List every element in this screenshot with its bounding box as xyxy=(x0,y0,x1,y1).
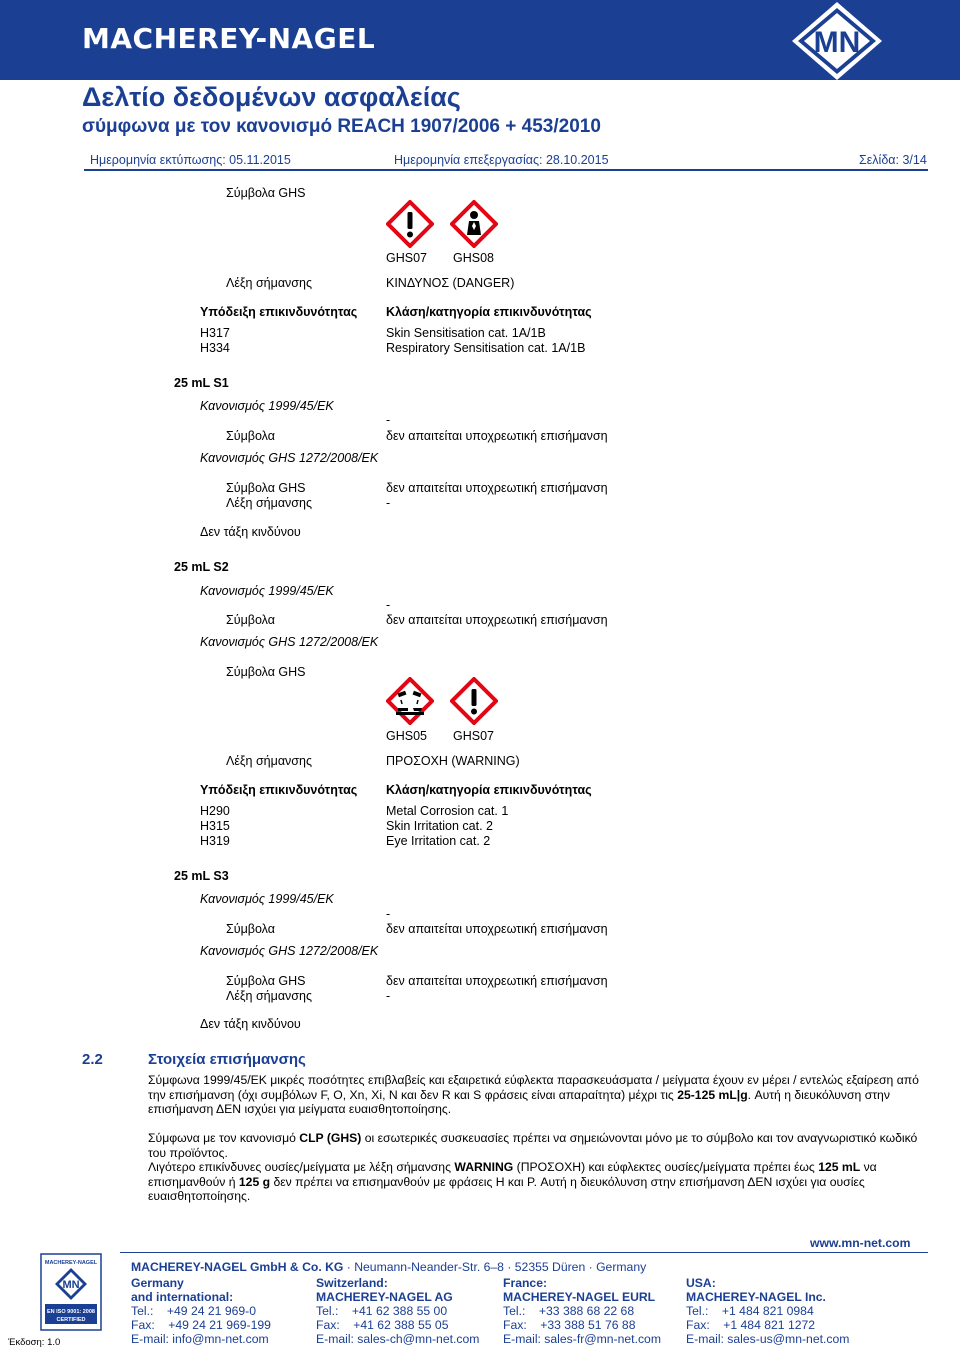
s2-hazard-code: H319 xyxy=(200,834,230,848)
s2-ghs-symbols-label: Σύμβολα GHS xyxy=(226,665,306,679)
s1-signal-word: - xyxy=(386,496,391,510)
footer-col-subheading: MACHEREY-NAGEL EURL xyxy=(503,1290,656,1304)
pictogram-label-2: GHS08 xyxy=(453,251,494,265)
section-number: 2.2 xyxy=(82,1051,103,1068)
s2-dash: - xyxy=(386,598,391,612)
footer-rule xyxy=(120,1252,928,1253)
s2-reg-1999: Κανονισμός 1999/45/ΕΚ xyxy=(200,584,334,598)
page-number: Σελίδα: 3/14 xyxy=(859,153,927,167)
s3-no-hazard: Δεν τάξη κινδύνου xyxy=(200,1017,301,1031)
footer-col-fax: Fax: +49 24 21 969-199 xyxy=(131,1318,271,1332)
svg-text:CERTIFIED: CERTIFIED xyxy=(56,1317,86,1323)
footer-col-email[interactable]: E-mail: sales-ch@mn-net.com xyxy=(316,1332,480,1346)
footer-col-heading: USA: xyxy=(686,1276,716,1290)
pictogram-label-1: GHS07 xyxy=(386,251,427,265)
svg-text:MN: MN xyxy=(62,1279,80,1291)
footer-col-fax: Fax: +33 388 51 76 88 xyxy=(503,1318,636,1332)
hazard-statement-header: Υπόδειξη επικινδυνότητας xyxy=(200,305,358,319)
ghs-symbols-label: Σύμβολα GHS xyxy=(226,186,306,200)
s3-ghs-symbols-label: Σύμβολα GHS xyxy=(226,974,306,988)
s3-signal-word: - xyxy=(386,989,391,1003)
s2-hazard-code: H290 xyxy=(200,804,230,818)
s1-no-hazard: Δεν τάξη κινδύνου xyxy=(200,525,301,539)
s2-symbols-label: Σύμβολα xyxy=(226,613,275,627)
svg-text:MACHEREY-NAGEL: MACHEREY-NAGEL xyxy=(44,1260,98,1266)
footer-col-tel: Tel.: +33 388 68 22 68 xyxy=(503,1304,635,1318)
paragraph-1: Σύμφωνα 1999/45/ΕΚ μικρές ποσότητες επιβλαβείς και εξαιρετικά εύφλεκτα παρασκευάσματα / μείγματα έχουν εν μέρει / εντελώς εξαίρεση από την επισήμανση (όχι συμβόλων F, O, Xn, Xi, N και δεν R και S φράσεις είναι απαραίτητα) μέχρι τις 25-125 mL|g. Αυτή η διευκόλυνση στην επισήμανση ΔΕΝ ισχύει για μείγματα ευαισθητοποίησης. xyxy=(148,1073,919,1116)
print-date: Ημερομηνία εκτύπωσης: 05.11.2015 xyxy=(90,153,291,167)
s1-symbols-label: Σύμβολα xyxy=(226,429,275,443)
page-subtitle: σύμφωνα με τον κανονισμό REACH 1907/2006 + 453/2010 xyxy=(82,116,601,137)
footer-col-heading: France: xyxy=(503,1276,548,1290)
s3-dash: - xyxy=(386,907,391,921)
iso-certified-badge-icon xyxy=(40,1253,102,1331)
hazard-code: H334 xyxy=(200,341,230,355)
signal-word-label: Λέξη σήμανσης xyxy=(226,276,312,290)
s3-ghs-no-label: δεν απαιτείται υποχρεωτική επισήμανση xyxy=(386,974,608,988)
svg-text:EN ISO 9001: 2008: EN ISO 9001: 2008 xyxy=(46,1309,96,1315)
s3-signal-word-label: Λέξη σήμανσης xyxy=(226,989,312,1003)
footer-col-heading: Germany xyxy=(131,1276,184,1290)
footer-col-subheading: MACHEREY-NAGEL Inc. xyxy=(686,1290,826,1304)
hazard-code: H317 xyxy=(200,326,230,340)
corrosion-icon xyxy=(386,677,434,725)
s1-dash: - xyxy=(386,413,391,427)
s2-hazard-code: H315 xyxy=(200,819,230,833)
footer-col-email[interactable]: E-mail: sales-fr@mn-net.com xyxy=(503,1332,661,1346)
s1-title: 25 mL S1 xyxy=(174,376,229,390)
s2-pictogram-label-2: GHS07 xyxy=(453,729,494,743)
s3-no-label: δεν απαιτείται υποχρεωτική επισήμανση xyxy=(386,922,608,936)
brand-name: MACHEREY-NAGEL xyxy=(82,22,376,55)
footer-col-tel: Tel.: +41 62 388 55 00 xyxy=(316,1304,448,1318)
hazard-class: Skin Sensitisation cat. 1A/1B xyxy=(386,326,546,340)
exclamation-mark-icon xyxy=(450,677,498,725)
website-link[interactable]: www.mn-net.com xyxy=(810,1236,911,1250)
paragraph-2: Σύμφωνα με τον κανονισμό CLP (GHS) οι εσωτερικές συσκευασίες πρέπει να σημειώνονται μόνο με το σύμβολο και τον αναγνωριστικό κωδικό του προϊόντος. xyxy=(148,1131,918,1160)
s2-title: 25 mL S2 xyxy=(174,560,229,574)
paragraph-3: Λιγότερο επικίνδυνες ουσίες/μείγματα με λέξη σήμανσης WARNING (ΠΡΟΣΟΧΗ) και εύφλεκτες ουσίες/μείγματα πρέπει έως 125 mL να επισημανθούν ή 125 g δεν πρέπει να επισημανθούν με φράσεις H και P. Αυτή η διευκόλυνση στην επισήμανση ΔΕΝ ισχύει για ουσίες ευαισθητοποίησης. xyxy=(148,1160,877,1203)
s2-hazard-statement-header: Υπόδειξη επικινδυνότητας xyxy=(200,783,358,797)
s1-signal-word-label: Λέξη σήμανσης xyxy=(226,496,312,510)
exclamation-mark-icon xyxy=(386,200,434,248)
s2-signal-word-label: Λέξη σήμανσης xyxy=(226,754,312,768)
logo-text: MN xyxy=(813,26,861,59)
s3-reg-ghs: Κανονισμός GHS 1272/2008/ΕΚ xyxy=(200,944,379,958)
s2-reg-ghs: Κανονισμός GHS 1272/2008/ΕΚ xyxy=(200,635,379,649)
footer-col-tel: Tel.: +49 24 21 969-0 xyxy=(131,1304,257,1318)
s1-reg-1999: Κανονισμός 1999/45/ΕΚ xyxy=(200,399,334,413)
page-title: Δελτίο δεδομένων ασφαλείας xyxy=(82,82,461,112)
version-label: Έκδοση: 1.0 xyxy=(8,1337,61,1348)
revision-date: Ημερομηνία επεξεργασίας: 28.10.2015 xyxy=(394,153,609,167)
header-rule xyxy=(84,169,928,171)
footer-col-email[interactable]: E-mail: info@mn-net.com xyxy=(131,1332,269,1346)
company-line: MACHEREY-NAGEL GmbH & Co. KG · Neumann-Neander-Str. 6–8 · 52355 Düren · Germany xyxy=(131,1260,647,1274)
footer-col-tel: Tel.: +1 484 821 0984 xyxy=(686,1304,814,1318)
footer-col-email[interactable]: E-mail: sales-us@mn-net.com xyxy=(686,1332,850,1346)
hazard-class: Respiratory Sensitisation cat. 1A/1B xyxy=(386,341,586,355)
s2-hazard-class: Metal Corrosion cat. 1 xyxy=(386,804,509,818)
hazard-class-header: Κλάση/κατηγορία επικινδυνότητας xyxy=(386,305,592,319)
s2-hazard-class-header: Κλάση/κατηγορία επικινδυνότητας xyxy=(386,783,592,797)
s2-pictogram-label-1: GHS05 xyxy=(386,729,427,743)
health-hazard-icon xyxy=(450,200,498,248)
s1-reg-ghs: Κανονισμός GHS 1272/2008/ΕΚ xyxy=(200,451,379,465)
s3-reg-1999: Κανονισμός 1999/45/ΕΚ xyxy=(200,892,334,906)
signal-word: ΚΙΝΔΥΝΟΣ (DANGER) xyxy=(386,276,515,290)
s1-ghs-symbols-label: Σύμβολα GHS xyxy=(226,481,306,495)
section-title: Στοιχεία επισήμανσης xyxy=(148,1051,306,1068)
s2-hazard-class: Eye Irritation cat. 2 xyxy=(386,834,491,848)
footer-col-subheading: and international: xyxy=(131,1290,234,1304)
footer-col-subheading: MACHEREY-NAGEL AG xyxy=(316,1290,453,1304)
s3-symbols-label: Σύμβολα xyxy=(226,922,275,936)
s1-no-label: δεν απαιτείται υποχρεωτική επισήμανση xyxy=(386,429,608,443)
mn-logo-icon xyxy=(782,0,892,82)
s2-no-label: δεν απαιτείται υποχρεωτική επισήμανση xyxy=(386,613,608,627)
footer-col-fax: Fax: +41 62 388 55 05 xyxy=(316,1318,449,1332)
footer-col-heading: Switzerland: xyxy=(316,1276,388,1290)
s2-signal-word: ΠΡΟΣΟΧΗ (WARNING) xyxy=(386,754,520,768)
s2-hazard-class: Skin Irritation cat. 2 xyxy=(386,819,493,833)
s3-title: 25 mL S3 xyxy=(174,869,229,883)
s1-ghs-no-label: δεν απαιτείται υποχρεωτική επισήμανση xyxy=(386,481,608,495)
footer-col-fax: Fax: +1 484 821 1272 xyxy=(686,1318,816,1332)
